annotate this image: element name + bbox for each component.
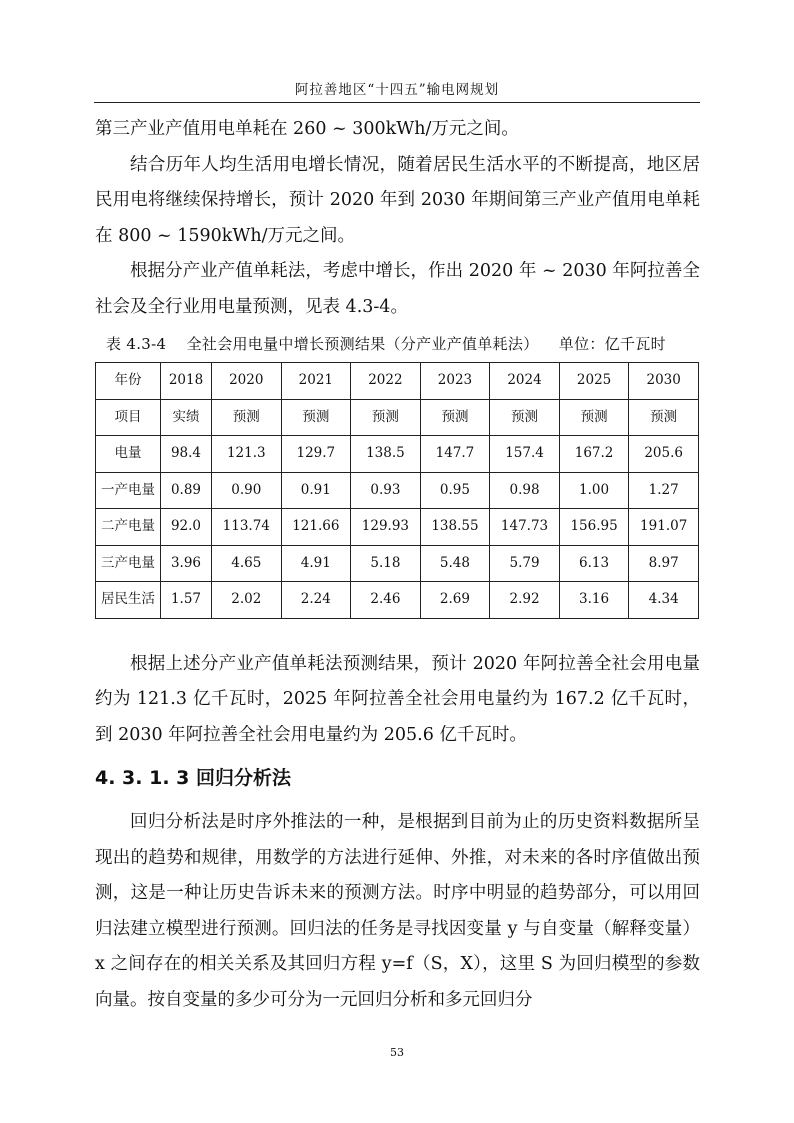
table-cell: 2030 bbox=[629, 363, 699, 400]
table-cell: 4.65 bbox=[211, 545, 281, 582]
table-cell: 电量 bbox=[96, 436, 161, 473]
table-cell: 2021 bbox=[281, 363, 351, 400]
table-cell: 0.93 bbox=[351, 472, 421, 509]
table-cell: 0.89 bbox=[161, 472, 212, 509]
paragraph: 第三产业产值用电单耗在 260 ~ 300kWh/万元之间。 bbox=[95, 119, 519, 139]
table-cell: 113.74 bbox=[211, 509, 281, 546]
page-header: 阿拉善地区“十四五”输电网规划 bbox=[294, 82, 500, 98]
table-cell: 一产电量 bbox=[96, 472, 161, 509]
paragraph: 回归分析法是时序外推法的一种，是根据到目前为止的历史资料数据所呈现出的趋势和规律，用数学的方法进行延伸、外推，对未来的各时序值做出预测，这是一种让历史告诉未来的预测方法。时序中明显的趋势部分，可以用回归法建立模型进行预测。回归法的任务是寻找因变量 y 与自变量（解释变量）x 之间存在的相关关系及其回归方程 y=f（S，X），这里 S 为回归模型的参数向量。按自变量的多少可分为一元回归分析和多元回归分 bbox=[95, 812, 700, 1010]
table-cell: 2.92 bbox=[490, 582, 560, 619]
table-cell: 实绩 bbox=[161, 399, 212, 436]
table-cell: 8.97 bbox=[629, 545, 699, 582]
table-row bbox=[96, 509, 699, 546]
table-cell: 二产电量 bbox=[96, 509, 161, 546]
table-cell: 预测 bbox=[420, 399, 490, 436]
table-cell: 138.55 bbox=[420, 509, 490, 546]
table-cell: 129.7 bbox=[281, 436, 351, 473]
table-cell: 1.00 bbox=[559, 472, 629, 509]
table-cell: 2018 bbox=[161, 363, 212, 400]
table-row bbox=[96, 472, 699, 509]
table-cell: 138.5 bbox=[351, 436, 421, 473]
paragraph: 根据分产业产值单耗法，考虑中增长，作出 2020 年 ~ 2030 年阿拉善全社会及全行业用电量预测，见表 4.3-4。 bbox=[95, 261, 700, 317]
table-cell: 3.96 bbox=[161, 545, 212, 582]
table-row bbox=[96, 363, 699, 400]
table-cell: 98.4 bbox=[161, 436, 212, 473]
table-cell: 2.02 bbox=[211, 582, 281, 619]
table-cell: 1.27 bbox=[629, 472, 699, 509]
table-cell: 5.18 bbox=[351, 545, 421, 582]
table-cell: 2.46 bbox=[351, 582, 421, 619]
table-cell: 205.6 bbox=[629, 436, 699, 473]
table-cell: 2024 bbox=[490, 363, 560, 400]
table-cell: 1.57 bbox=[161, 582, 212, 619]
table-cell: 2.24 bbox=[281, 582, 351, 619]
table-cell: 5.79 bbox=[490, 545, 560, 582]
table-cell: 121.66 bbox=[281, 509, 351, 546]
table-cell: 147.7 bbox=[420, 436, 490, 473]
paragraph: 根据上述分产业产值单耗法预测结果，预计 2020 年阿拉善全社会用电量约为 121.3 亿千瓦时，2025 年阿拉善全社会用电量约为 167.2 亿千瓦时，到 2030 年阿拉善全社会用电量约为 205.6 亿千瓦时。 bbox=[95, 653, 700, 745]
table-cell: 6.13 bbox=[559, 545, 629, 582]
table-cell: 3.16 bbox=[559, 582, 629, 619]
table-cell: 0.90 bbox=[211, 472, 281, 509]
table-cell: 2023 bbox=[420, 363, 490, 400]
table-cell: 157.4 bbox=[490, 436, 560, 473]
table-cell: 0.91 bbox=[281, 472, 351, 509]
page-number: 53 bbox=[390, 1046, 404, 1059]
table-cell: 三产电量 bbox=[96, 545, 161, 582]
table-row bbox=[96, 582, 699, 619]
header-rule bbox=[94, 102, 700, 103]
table-cell: 92.0 bbox=[161, 509, 212, 546]
table-cell: 147.73 bbox=[490, 509, 560, 546]
table-cell: 预测 bbox=[629, 399, 699, 436]
table-cell: 预测 bbox=[281, 399, 351, 436]
table-cell: 167.2 bbox=[559, 436, 629, 473]
table-cell: 项目 bbox=[96, 399, 161, 436]
table-cell: 2020 bbox=[211, 363, 281, 400]
table-cell: 0.95 bbox=[420, 472, 490, 509]
table-cell: 121.3 bbox=[211, 436, 281, 473]
table-cell: 预测 bbox=[351, 399, 421, 436]
table-cell: 预测 bbox=[559, 399, 629, 436]
table-row bbox=[96, 545, 699, 582]
table-cell: 2.69 bbox=[420, 582, 490, 619]
table-caption: 表 4.3-4 全社会用电量中增长预测结果（分产业产值单耗法） 单位：亿千瓦时 bbox=[106, 335, 666, 353]
table-cell: 4.34 bbox=[629, 582, 699, 619]
forecast-table bbox=[95, 362, 699, 619]
table-cell: 129.93 bbox=[351, 509, 421, 546]
table-cell: 预测 bbox=[211, 399, 281, 436]
section-heading: 4. 3. 1. 3 回归分析法 bbox=[95, 767, 291, 789]
table-cell: 2025 bbox=[559, 363, 629, 400]
page-content bbox=[95, 112, 700, 1018]
table-cell: 4.91 bbox=[281, 545, 351, 582]
table-cell: 居民生活 bbox=[96, 582, 161, 619]
paragraph: 结合历年人均生活用电增长情况，随着居民生活水平的不断提高，地区居民用电将继续保持增长，预计 2020 年到 2030 年期间第三产业产值用电单耗在 800 ~ 1590kWh/万元之间。 bbox=[95, 154, 700, 246]
table-cell: 156.95 bbox=[559, 509, 629, 546]
table-cell: 5.48 bbox=[420, 545, 490, 582]
table-row bbox=[96, 436, 699, 473]
table-cell: 0.98 bbox=[490, 472, 560, 509]
table-cell: 年份 bbox=[96, 363, 161, 400]
table-cell: 2022 bbox=[351, 363, 421, 400]
table-cell: 预测 bbox=[490, 399, 560, 436]
table-cell: 191.07 bbox=[629, 509, 699, 546]
table-row bbox=[96, 399, 699, 436]
